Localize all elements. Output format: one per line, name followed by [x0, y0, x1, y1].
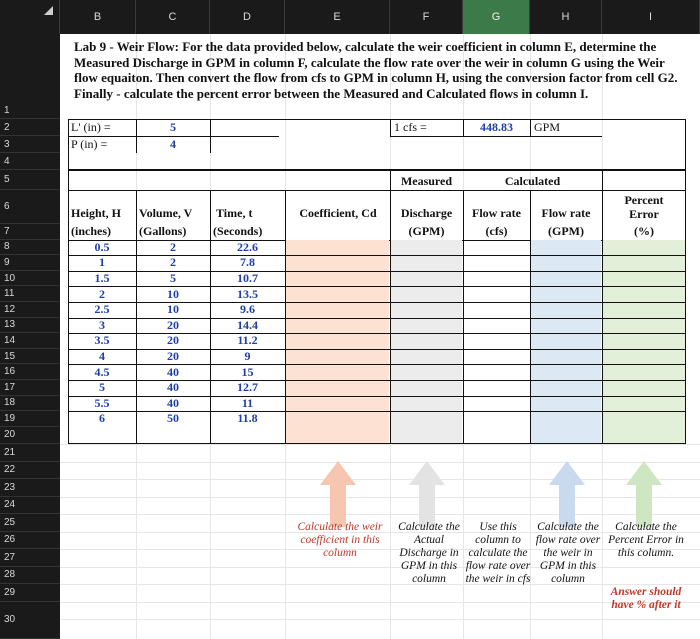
time-cell[interactable]: 11.2 [237, 333, 258, 348]
volume-cell[interactable]: 20 [167, 349, 179, 364]
time-header [216, 204, 284, 222]
row-header-7[interactable]: 7 [0, 224, 60, 240]
row-header-6[interactable]: 6 [0, 190, 60, 224]
l-prime-value[interactable]: 5 [170, 120, 176, 134]
height-cell[interactable]: 1.5 [94, 271, 110, 286]
height-cell[interactable]: 1 [99, 255, 105, 270]
time-cell[interactable]: 10.7 [237, 271, 258, 286]
column-header-i[interactable]: I [602, 0, 700, 34]
column-header-h[interactable]: H [530, 0, 602, 34]
row-header-30[interactable]: 30 [0, 602, 60, 639]
arrow-up-icon [407, 459, 447, 529]
row-header-20[interactable]: 20 [0, 427, 60, 444]
height-cell[interactable]: 3 [99, 317, 105, 332]
row-header-29[interactable]: 29 [0, 584, 60, 602]
time-cell[interactable]: 11.8 [237, 411, 258, 426]
row-header-11[interactable]: 11 [0, 286, 60, 302]
volume-cell[interactable]: 20 [167, 333, 179, 348]
volume-cell[interactable]: 50 [167, 411, 179, 426]
percent-header: Percent [624, 192, 664, 207]
volume-cell[interactable]: 10 [167, 286, 179, 301]
p-label: P (in) = [71, 137, 108, 151]
row-header-10[interactable]: 10 [0, 271, 60, 287]
height-cell[interactable]: 3.5 [94, 333, 110, 348]
arrow-up-icon [624, 459, 664, 529]
arrow-up-icon [318, 459, 358, 529]
time-cell[interactable]: 13.5 [237, 286, 258, 301]
row-header-28[interactable]: 28 [0, 567, 60, 585]
height-cell[interactable]: 2.5 [94, 302, 110, 317]
height-cell[interactable]: 6 [99, 411, 105, 426]
row-header-24[interactable]: 24 [0, 497, 60, 515]
volume-cell[interactable]: 40 [167, 395, 179, 410]
time-cell[interactable]: 15 [241, 364, 254, 379]
discharge-header: Discharge [400, 205, 453, 220]
column-header-f[interactable]: F [390, 0, 463, 34]
flowrate-gpm-unit: (GPM) [548, 224, 584, 239]
row-header-25[interactable]: 25 [0, 514, 60, 532]
row-header-12[interactable]: 12 [0, 302, 60, 318]
time-cell[interactable]: 9 [244, 349, 251, 364]
lab-instructions: Lab 9 - Weir Flow: For the data provided below, calculate the weir coefficient in column E, determine the Measured Discharge in GPM in column F, calculate the flow rate over the weir in column G using the Weir flow equaiton. Then convert the flow from cfs to GPM in column H, using the conversion factor from cell G2. Finally - calculate the percent error between the Measured and Calculated flows in column I. [74, 39, 678, 101]
flowrate-cfs-header: Flow rate [472, 205, 521, 220]
discharge-unit: (GPM) [408, 224, 445, 239]
row-header-16[interactable]: 16 [0, 364, 60, 380]
l-prime-label: L' (in) = [71, 120, 111, 134]
column-header-c[interactable]: C [136, 0, 210, 34]
row-header-26[interactable]: 26 [0, 532, 60, 550]
row-header-21[interactable]: 21 [0, 444, 60, 462]
row-header-13[interactable]: 13 [0, 318, 60, 334]
error-header: Error [629, 206, 659, 221]
percent-unit: (%) [634, 224, 654, 239]
row-header-23[interactable]: 23 [0, 479, 60, 497]
flowrate-cfs-unit: (cfs) [485, 224, 508, 239]
time-cell[interactable]: 7.8 [240, 255, 255, 270]
row-header-8[interactable]: 8 [0, 240, 60, 256]
note-coefficient: Calculate the weir coefficient in this column [297, 521, 383, 559]
row-header-1[interactable]: 1 [0, 34, 60, 119]
volume-header [139, 204, 211, 222]
cfs-conversion-value[interactable]: 448.83 [480, 120, 513, 134]
time-cell[interactable]: 9.6 [240, 302, 255, 317]
select-all-icon [44, 6, 53, 15]
row-header-22[interactable]: 22 [0, 462, 60, 480]
time-cell[interactable]: 14.4 [237, 317, 258, 332]
select-all-corner[interactable] [0, 0, 60, 34]
column-header-bar [0, 0, 700, 34]
height-cell[interactable]: 0.5 [94, 239, 110, 254]
column-header-e[interactable]: E [285, 0, 390, 34]
volume-cell[interactable]: 2 [170, 255, 176, 270]
volume-cell[interactable]: 2 [170, 239, 176, 254]
measured-header: Measured [400, 173, 453, 188]
row-header-19[interactable]: 19 [0, 411, 60, 427]
note-flowrate-gpm: Calculate the flow rate over the weir in GPM in this column [535, 521, 601, 585]
cfs-label: 1 cfs = [394, 120, 427, 134]
volume-cell[interactable]: 10 [167, 302, 179, 317]
height-cell[interactable]: 4.5 [94, 364, 110, 379]
calculated-header: Calculated [504, 173, 561, 188]
row-header-18[interactable]: 18 [0, 396, 60, 412]
volume-header-label: Volume, V [139, 205, 193, 220]
column-header-b[interactable]: B [60, 0, 136, 34]
p-value[interactable]: 4 [170, 137, 176, 151]
note-answer-format: Answer should have % after it [610, 586, 682, 611]
volume-unit: (Gallons) [139, 224, 187, 239]
time-cell[interactable]: 11 [241, 395, 254, 410]
volume-cell[interactable]: 20 [167, 317, 179, 332]
height-cell[interactable]: 4 [99, 349, 105, 364]
note-flowrate-cfs: Use this column to calculate the flow rate over the weir in cfs [465, 521, 531, 585]
row-header-3[interactable]: 3 [0, 136, 60, 153]
height-header-label: Height, H [71, 205, 121, 220]
row-header-27[interactable]: 27 [0, 549, 60, 567]
row-header-14[interactable]: 14 [0, 333, 60, 349]
row-header-4[interactable]: 4 [0, 153, 60, 170]
row-header-9[interactable]: 9 [0, 255, 60, 271]
flowrate-gpm-header: Flow rate [541, 205, 591, 220]
arrow-up-icon [547, 459, 587, 529]
time-header-label: Time, t [216, 205, 253, 220]
spreadsheet-grid[interactable] [60, 34, 700, 639]
coefficient-header: Coefficient, Cd [299, 205, 377, 220]
column-header-d[interactable]: D [210, 0, 285, 34]
row-header-2[interactable]: 2 [0, 119, 60, 136]
column-header-g[interactable]: G [463, 0, 530, 34]
height-unit: (inches) [71, 224, 111, 239]
time-cell[interactable]: 22.6 [237, 239, 258, 254]
row-header-bar [0, 34, 60, 639]
note-discharge: Calculate the Actual Discharge in GPM in this column [398, 521, 460, 585]
volume-cell[interactable]: 40 [167, 364, 179, 379]
row-header-5[interactable]: 5 [0, 170, 60, 190]
volume-cell[interactable]: 5 [170, 271, 176, 286]
time-unit: (Seconds) [213, 224, 263, 239]
height-cell[interactable]: 5 [99, 380, 105, 395]
height-header [71, 204, 136, 222]
row-header-15[interactable]: 15 [0, 349, 60, 365]
cfs-unit: GPM [534, 120, 561, 134]
height-cell[interactable]: 5.5 [94, 395, 110, 410]
time-cell[interactable]: 12.7 [237, 380, 258, 395]
height-cell[interactable]: 2 [99, 286, 105, 301]
row-header-17[interactable]: 17 [0, 380, 60, 396]
note-percent-error: Calculate the Percent Error in this column. [608, 521, 684, 559]
volume-cell[interactable]: 40 [167, 380, 179, 395]
